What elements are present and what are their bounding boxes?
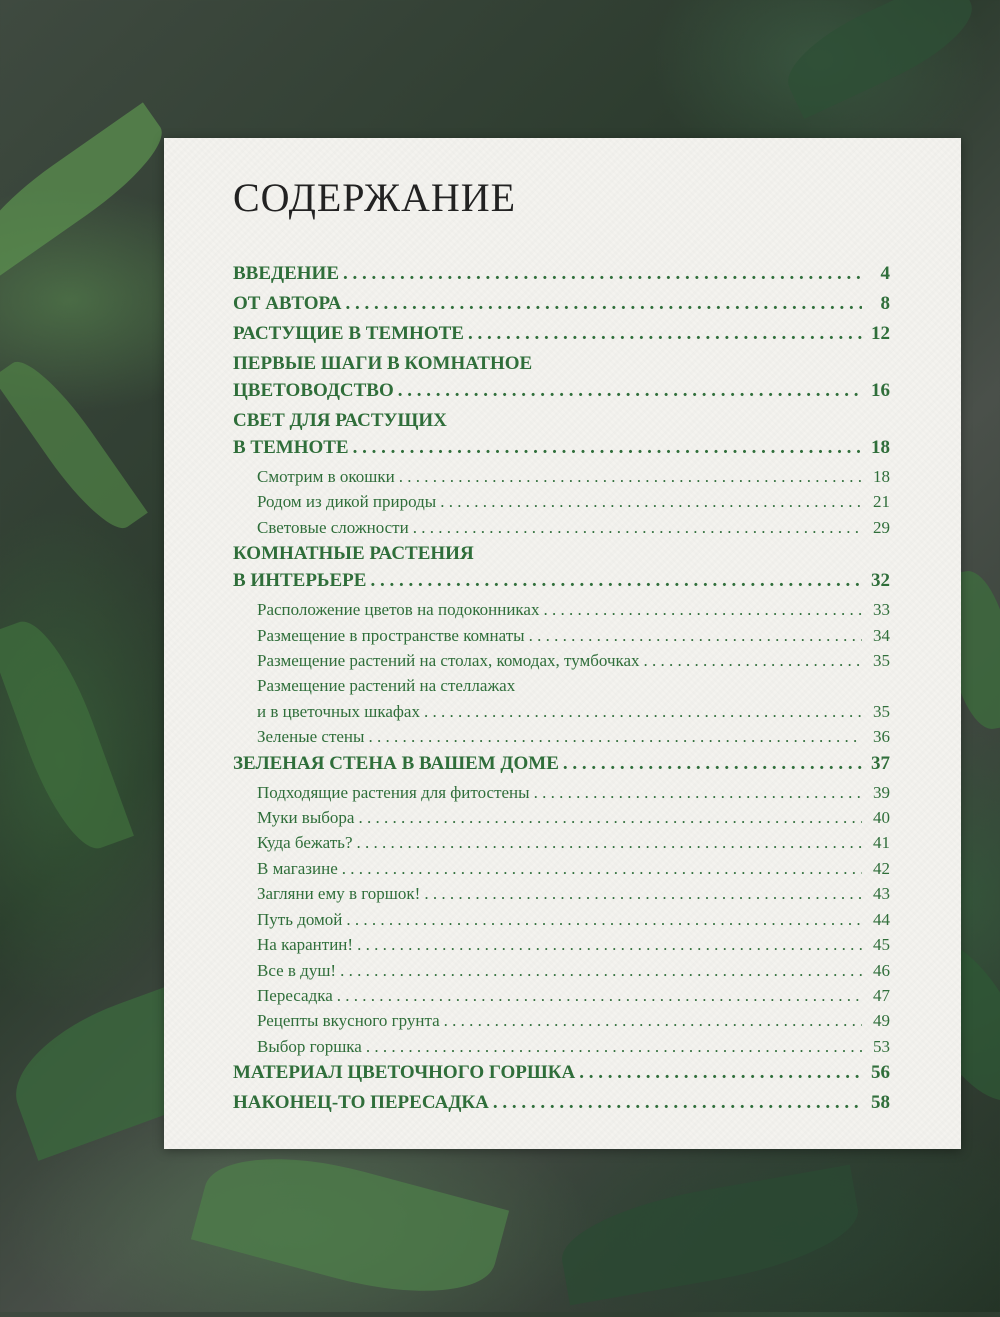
dot-leader	[424, 881, 862, 906]
toc-page-number: 16	[871, 380, 890, 401]
dot-leader	[398, 377, 862, 404]
toc-entry-label: ПЕРВЫЕ ШАГИ В КОМНАТНОЕ	[233, 353, 533, 374]
toc-chapter[interactable]	[233, 320, 890, 347]
dot-leader	[644, 648, 862, 673]
toc-entry-label: ЗЕЛЕНАЯ СТЕНА В ВАШЕМ ДОМЕ	[233, 752, 559, 774]
toc-section[interactable]	[233, 623, 890, 648]
toc-entry-label: Выбор горшка	[257, 1036, 362, 1056]
toc-entry-label: РАСТУЩИЕ В ТЕМНОТЕ	[233, 323, 464, 344]
toc-entry-label: Световые сложности	[257, 517, 409, 537]
toc-page-number: 29	[873, 517, 890, 537]
toc-page-number: 32	[871, 570, 890, 592]
toc-entry-label: ЦВЕТОВОДСТВО	[233, 380, 394, 401]
dot-leader	[342, 856, 862, 881]
dot-leader	[493, 1089, 862, 1116]
toc-page-number: 18	[871, 437, 890, 458]
toc-section[interactable]	[233, 1008, 890, 1033]
toc-entry-label: Муки выбора	[257, 808, 355, 828]
toc-page-number: 42	[873, 858, 890, 878]
toc-page-number: 49	[873, 1011, 890, 1031]
dot-leader	[534, 780, 862, 805]
toc-chapter[interactable]	[233, 1059, 890, 1086]
dot-leader	[343, 260, 862, 287]
toc-chapter[interactable]	[233, 407, 890, 461]
toc-entry-label: МАТЕРИАЛ ЦВЕТОЧНОГО ГОРШКА	[233, 1062, 576, 1084]
toc-section[interactable]	[233, 958, 890, 983]
toc-section[interactable]	[233, 983, 890, 1008]
toc-section[interactable]	[233, 805, 890, 830]
toc-section[interactable]	[233, 881, 890, 906]
toc-chapter[interactable]	[233, 750, 890, 777]
toc-page-number: 21	[873, 492, 890, 512]
toc-card	[164, 138, 961, 1149]
toc-section[interactable]	[233, 597, 890, 622]
dot-leader	[579, 1059, 862, 1086]
toc-section[interactable]	[233, 724, 890, 749]
toc-chapter[interactable]	[233, 260, 890, 287]
dot-leader	[337, 983, 862, 1008]
toc-section[interactable]	[233, 515, 890, 540]
toc-section[interactable]	[233, 464, 890, 489]
leaf-decoration	[775, 0, 986, 119]
toc-entry-label: В ИНТЕРЬЕРЕ	[233, 570, 367, 592]
toc-section[interactable]	[233, 830, 890, 855]
toc-page-number: 44	[873, 909, 890, 929]
toc-page-number: 41	[873, 833, 890, 853]
toc-entry-label: Расположение цветов на подоконниках	[257, 600, 540, 620]
toc-entry-label: Родом из дикой природы	[257, 492, 437, 512]
dot-leader	[353, 434, 862, 461]
dot-leader	[543, 597, 862, 622]
toc-entry-label: Размещение в пространстве комнаты	[257, 625, 525, 645]
toc-chapter[interactable]	[233, 290, 890, 317]
dot-leader	[366, 1034, 862, 1059]
toc-section[interactable]	[233, 856, 890, 881]
toc-section[interactable]	[233, 489, 890, 514]
toc-entry-label: Смотрим в окошки	[257, 467, 395, 486]
toc-entry-label: Зеленые стены	[257, 727, 365, 747]
dot-leader	[413, 515, 862, 540]
toc-page-number: 46	[873, 960, 890, 980]
toc-page-number: 43	[873, 884, 890, 904]
toc-section[interactable]	[233, 780, 890, 805]
dot-leader	[358, 805, 862, 830]
toc-page-number: 37	[871, 752, 890, 774]
dot-leader	[444, 1008, 862, 1033]
toc-entry-label: Куда бежать?	[257, 833, 353, 853]
toc-page-number: 35	[873, 651, 890, 671]
toc-entry-label: Все в душ!	[257, 960, 337, 980]
toc-chapter[interactable]	[233, 350, 890, 404]
dot-leader	[345, 290, 862, 317]
toc-entry-label: Размещение растений на стеллажах	[257, 676, 516, 696]
toc-entry-label: Путь домой	[257, 909, 343, 929]
toc-section[interactable]	[233, 1034, 890, 1059]
toc-entry-label: Размещение растений на столах, комодах, тумбочках	[257, 651, 640, 671]
toc-page-number: 18	[873, 467, 890, 486]
toc-chapter[interactable]	[233, 540, 890, 594]
toc-page-number: 47	[873, 985, 890, 1005]
toc-section[interactable]	[233, 932, 890, 957]
leaf-decoration	[191, 1133, 509, 1317]
toc-section[interactable]	[233, 648, 890, 673]
toc-entry-label: СВЕТ ДЛЯ РАСТУЩИХ	[233, 410, 447, 431]
dot-leader	[424, 699, 862, 724]
toc-page-number: 4	[880, 263, 890, 284]
toc-page-number: 40	[873, 808, 890, 828]
dot-leader	[357, 932, 862, 957]
toc-page-number: 58	[871, 1092, 890, 1114]
dot-leader	[356, 830, 862, 855]
toc-chapter[interactable]	[233, 1089, 890, 1116]
toc-entry-label: В магазине	[257, 858, 338, 878]
toc-entry-label: В ТЕМНОТЕ	[233, 437, 349, 458]
leaf-decoration	[554, 1165, 865, 1306]
toc-page-number: 56	[871, 1062, 890, 1084]
dot-leader	[563, 750, 862, 777]
toc-section[interactable]	[233, 907, 890, 932]
toc-entry-label: НАКОНЕЦ-ТО ПЕРЕСАДКА	[233, 1092, 489, 1114]
toc-entry-label: ВВЕДЕНИЕ	[233, 263, 339, 284]
toc-page-number: 34	[873, 625, 890, 645]
toc-page-number: 35	[873, 701, 890, 721]
toc-entry-label: Загляни ему в горшок!	[257, 884, 421, 904]
dot-leader	[440, 489, 862, 514]
toc-entry-label: Пересадка	[257, 985, 333, 1005]
toc-page-number: 45	[873, 935, 890, 955]
leaf-decoration	[0, 349, 148, 542]
toc-page-number: 53	[873, 1036, 890, 1056]
toc-list	[233, 260, 890, 1119]
toc-entry-label: Рецепты вкусного грунта	[257, 1011, 440, 1031]
dot-leader	[346, 907, 862, 932]
toc-entry-label: КОМНАТНЫЕ РАСТЕНИЯ	[233, 543, 474, 565]
dot-leader	[340, 958, 862, 983]
dot-leader	[399, 464, 862, 489]
toc-page-number: 8	[880, 293, 890, 314]
toc-page-number: 36	[873, 727, 890, 747]
toc-section[interactable]	[233, 673, 890, 724]
leaf-decoration	[0, 610, 134, 859]
dot-leader	[468, 320, 862, 347]
toc-page-number: 39	[873, 782, 890, 802]
page-title: СОДЕРЖАНИЕ	[233, 175, 517, 220]
dot-leader	[529, 623, 862, 648]
toc-entry-label: На карантин!	[257, 935, 354, 955]
toc-entry-label: ОТ АВТОРА	[233, 293, 342, 314]
toc-page-number: 33	[873, 600, 890, 620]
dot-leader	[370, 567, 862, 594]
toc-page-number: 12	[871, 323, 890, 344]
toc-entry-label: и в цветочных шкафах	[257, 701, 420, 721]
dot-leader	[368, 724, 862, 749]
toc-entry-label: Подходящие растения для фитостены	[257, 782, 530, 802]
leaf-decoration	[0, 102, 177, 277]
